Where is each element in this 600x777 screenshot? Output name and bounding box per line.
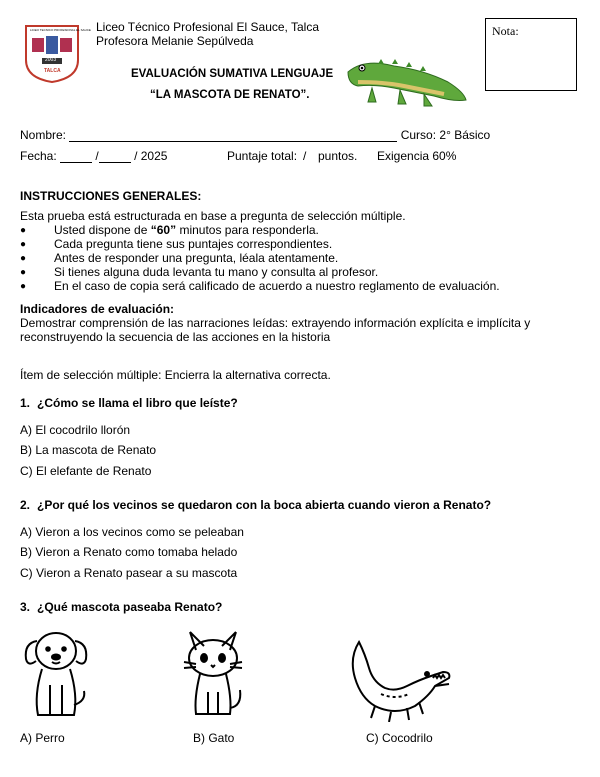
- course-label: Curso:: [400, 128, 437, 142]
- school-name: Liceo Técnico Profesional El Sauce, Talca: [96, 20, 320, 34]
- bullet-icon: ●: [20, 267, 27, 278]
- logo-city: TALCA: [44, 68, 61, 74]
- time-prefix: Usted dispone de: [54, 223, 148, 237]
- name-field[interactable]: [69, 141, 397, 142]
- bullet-icon: ●: [20, 281, 27, 292]
- option[interactable]: C) Vieron a Renato pasear a su mascota: [20, 566, 238, 580]
- option[interactable]: C) El elefante de Renato: [20, 464, 152, 478]
- cat-image[interactable]: [180, 628, 246, 718]
- question-text: ¿Cómo se llama el libro que leíste?: [37, 396, 238, 410]
- crocodile-header-image: [344, 52, 470, 114]
- page-subtitle: “LA MASCOTA DE RENATO”.: [150, 89, 310, 101]
- instruction-item: Cada pregunta tiene sus puntajes correspondientes.: [54, 237, 333, 251]
- date-day-field[interactable]: [60, 162, 92, 163]
- bullet-icon: ●: [20, 225, 27, 236]
- instruction-item: En el caso de copia será calificado de acuerdo a nuestro reglamento de evaluación.: [54, 279, 500, 293]
- option[interactable]: B) Gato: [193, 731, 235, 745]
- crocodile-image[interactable]: [345, 638, 453, 722]
- name-label: Nombre:: [20, 128, 67, 142]
- score-label: Puntaje total:: [227, 149, 298, 163]
- school-logo: [24, 24, 80, 84]
- instruction-item: Si tienes alguna duda levanta tu mano y consulta al profesor.: [54, 265, 379, 279]
- instructions-heading: INSTRUCCIONES GENERALES:: [20, 189, 202, 203]
- date-separator: /: [95, 149, 99, 163]
- logo-text-top: LICEO TECNICO PROFESIONAL EL SAUCE: [30, 28, 91, 32]
- date-month-field[interactable]: [99, 162, 131, 163]
- instruction-time: [54, 223, 319, 237]
- indicators-heading: Indicadores de evaluación:: [20, 302, 175, 316]
- points-label: puntos.: [318, 149, 358, 163]
- question-number: 3.: [20, 600, 31, 614]
- teacher-name: Profesora Melanie Sepúlveda: [96, 34, 254, 48]
- indicators-line-1: Demostrar comprensión de las narraciones leídas: extrayendo información explícita e implícita y: [20, 316, 531, 330]
- date-year: / 2025: [134, 149, 168, 163]
- dog-image[interactable]: [20, 625, 92, 720]
- logo-year: 2003: [45, 57, 57, 63]
- date-row: [20, 149, 167, 163]
- option[interactable]: A) El cocodrilo llorón: [20, 423, 131, 437]
- option[interactable]: A) Vieron a los vecinos como se peleaban: [20, 525, 244, 539]
- option[interactable]: B) La mascota de Renato: [20, 443, 157, 457]
- question-text: ¿Por qué los vecinos se quedaron con la boca abierta cuando vieron a Renato?: [37, 498, 492, 512]
- page-title: EVALUACIÓN SUMATIVA LENGUAJE: [131, 68, 334, 80]
- instructions-intro: Esta prueba está estructurada en base a pregunta de selección múltiple.: [20, 209, 406, 223]
- time-value: “60”: [150, 223, 177, 237]
- question-number: 2.: [20, 498, 31, 512]
- option[interactable]: A) Perro: [20, 731, 65, 745]
- option[interactable]: C) Cocodrilo: [366, 731, 433, 745]
- requirement: Exigencia 60%: [377, 149, 457, 163]
- bullet-icon: ●: [20, 239, 27, 250]
- course-value: 2° Básico: [439, 128, 491, 142]
- time-suffix: minutos para responderla.: [179, 223, 319, 237]
- option[interactable]: B) Vieron a Renato como tomaba helado: [20, 545, 238, 559]
- indicators-line-2: reconstruyendo la secuencia de las acciones en la historia: [20, 330, 331, 344]
- name-row: [20, 128, 490, 142]
- item-intro: Ítem de selección múltiple: Encierra la alternativa correcta.: [20, 368, 331, 382]
- score-separator: /: [303, 149, 307, 163]
- instruction-item: Antes de responder una pregunta, léala atentamente.: [54, 251, 339, 265]
- question-text: ¿Qué mascota paseaba Renato?: [37, 600, 223, 614]
- question-number: 1.: [20, 396, 31, 410]
- bullet-icon: ●: [20, 253, 27, 264]
- grade-label: Nota:: [492, 24, 519, 38]
- date-label: Fecha:: [20, 149, 57, 163]
